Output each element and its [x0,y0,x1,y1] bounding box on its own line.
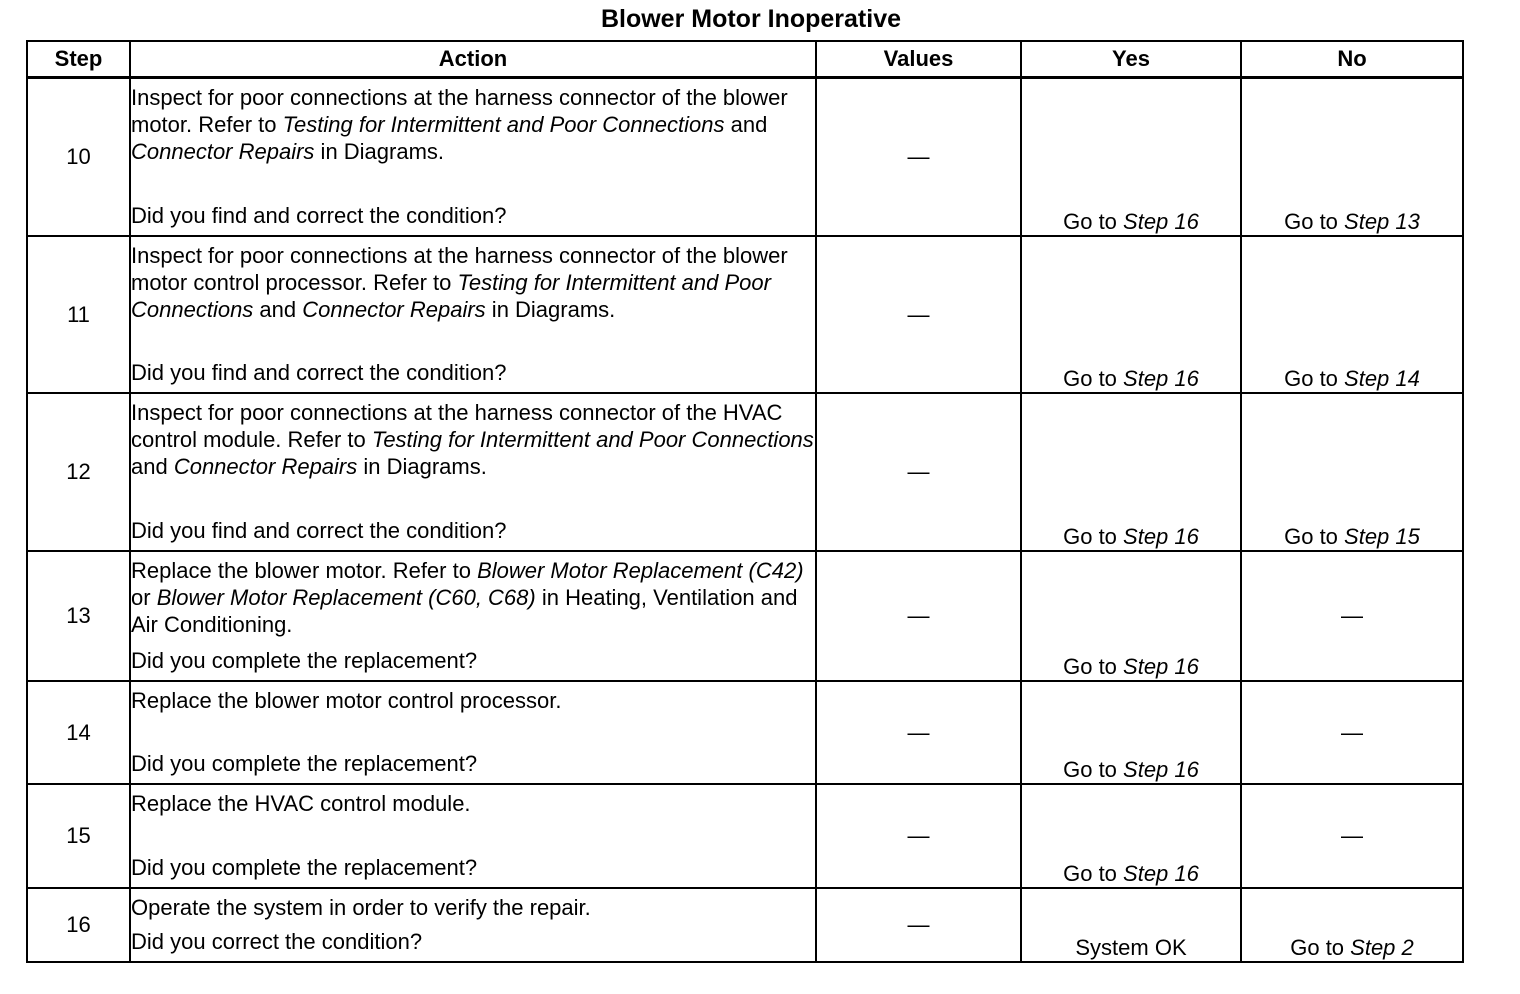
action-cell [130,681,816,784]
header-yes: Yes [1021,41,1241,78]
action-instruction [131,557,815,638]
action-text: in Diagrams. [314,139,445,164]
table-row [27,784,1463,888]
action-text: or [131,585,157,610]
action-text: Inspect for poor connections at the harness connector of the blower motor control processor. Refer to [131,243,788,295]
action-text: and [724,112,768,137]
no-cell [1241,236,1463,393]
action-reference: Testing for Intermittent and Poor Connections [282,112,725,137]
yes-step-link: Step 16 [1123,524,1199,549]
no-label: — [1341,603,1363,628]
yes-step-link: Step 16 [1123,654,1199,679]
action-cell [130,784,816,888]
action-cell [130,78,816,237]
yes-cell [1021,551,1241,681]
values-cell: — [816,784,1021,888]
action-cell [130,236,816,393]
no-cell [1241,78,1463,237]
yes-cell [1021,393,1241,551]
no-step-link: Step 13 [1344,209,1420,234]
action-instruction [131,399,815,480]
yes-step-link: Step 16 [1123,209,1199,234]
no-step-link: Step 15 [1344,524,1420,549]
action-question: Did you complete the replacement? [131,855,478,880]
action-cell [130,551,816,681]
action-reference: Connector Repairs [173,454,358,479]
action-question: Did you find and correct the condition? [131,203,507,228]
table-row [27,681,1463,784]
yes-cell [1021,888,1241,962]
step-number: 10 [27,78,130,237]
action-question: Did you find and correct the condition? [131,518,507,543]
action-reference: Testing for Intermittent and Poor Connections [371,427,814,452]
action-text: and [131,454,174,479]
values-cell: — [816,393,1021,551]
values-cell: — [816,551,1021,681]
no-step-link: Step 14 [1344,366,1420,391]
action-instruction [131,894,815,921]
action-instruction [131,242,815,323]
action-text: Inspect for poor connections at the harness connector of the blower motor. Refer to [131,85,788,137]
action-text: Operate the system in order to verify the repair. [131,895,591,920]
yes-cell [1021,784,1241,888]
no-cell [1241,393,1463,551]
action-instruction [131,687,815,714]
no-cell [1241,888,1463,962]
no-label: — [1341,719,1363,745]
no-cell [1241,551,1463,681]
no-cell [1241,681,1463,784]
action-text: in Heating, Ventilation and Air Conditioning. [131,585,798,637]
action-instruction [131,84,815,165]
yes-cell [1021,78,1241,237]
yes-label: Go to [1063,757,1124,782]
page-title: Blower Motor Inoperative [600,5,902,33]
values-cell: — [816,78,1021,237]
action-reference: Testing for Intermittent and Poor Connections [131,270,771,322]
step-number: 13 [27,551,130,681]
no-cell [1241,784,1463,888]
header-no: No [1241,41,1463,78]
table-row [27,888,1463,962]
action-reference: Blower Motor Replacement (C60, C68) [156,585,536,610]
yes-step-link: Step 16 [1123,861,1199,886]
values-cell: — [816,236,1021,393]
action-instruction [131,790,815,817]
no-step-link: Step 2 [1350,935,1414,960]
table-header-row [27,41,1463,78]
yes-step-link: Step 16 [1123,366,1199,391]
table-row [27,551,1463,681]
yes-label: System OK [1075,935,1187,960]
action-text: Replace the HVAC control module. [131,791,471,816]
yes-label: Go to [1063,654,1124,679]
action-cell [130,393,816,551]
no-label: Go to [1290,935,1351,960]
table-row [27,236,1463,393]
yes-step-link: Step 16 [1123,757,1199,782]
header-step: Step [27,41,130,78]
table-row [27,78,1463,237]
diagnostic-table [26,40,1464,963]
action-question: Did you correct the condition? [131,929,423,954]
yes-label: Go to [1063,861,1124,886]
action-question: Did you find and correct the condition? [131,360,507,385]
yes-label: Go to [1063,524,1124,549]
table-row [27,393,1463,551]
action-reference: Connector Repairs [131,139,315,164]
header-values: Values [816,41,1021,78]
action-reference: Blower Motor Replacement (C42) [477,558,804,583]
action-text: in Diagrams. [357,454,487,479]
yes-cell [1021,681,1241,784]
action-question: Did you complete the replacement? [131,648,478,673]
yes-cell [1021,236,1241,393]
action-text: and [253,297,303,322]
step-number: 15 [27,784,130,888]
action-reference: Connector Repairs [302,297,486,322]
step-number: 16 [27,888,130,962]
step-number: 12 [27,393,130,551]
no-label: — [1341,823,1363,848]
step-number: 14 [27,681,130,784]
yes-label: Go to [1063,366,1124,391]
values-cell: — [816,888,1021,962]
action-text: in Diagrams. [485,297,616,322]
no-label: Go to [1284,209,1345,234]
header-action: Action [130,41,816,78]
action-text: Inspect for poor connections at the harness connector of the HVAC control module. Refer to [131,400,783,452]
action-text: Replace the blower motor. Refer to [131,558,478,583]
action-cell [130,888,816,962]
no-label: Go to [1284,366,1345,391]
values-cell: — [816,681,1021,784]
yes-label: Go to [1063,209,1124,234]
no-label: Go to [1284,524,1345,549]
action-question: Did you complete the replacement? [131,751,478,776]
step-number: 11 [27,236,130,393]
action-text: Replace the blower motor control processor. [131,688,562,713]
